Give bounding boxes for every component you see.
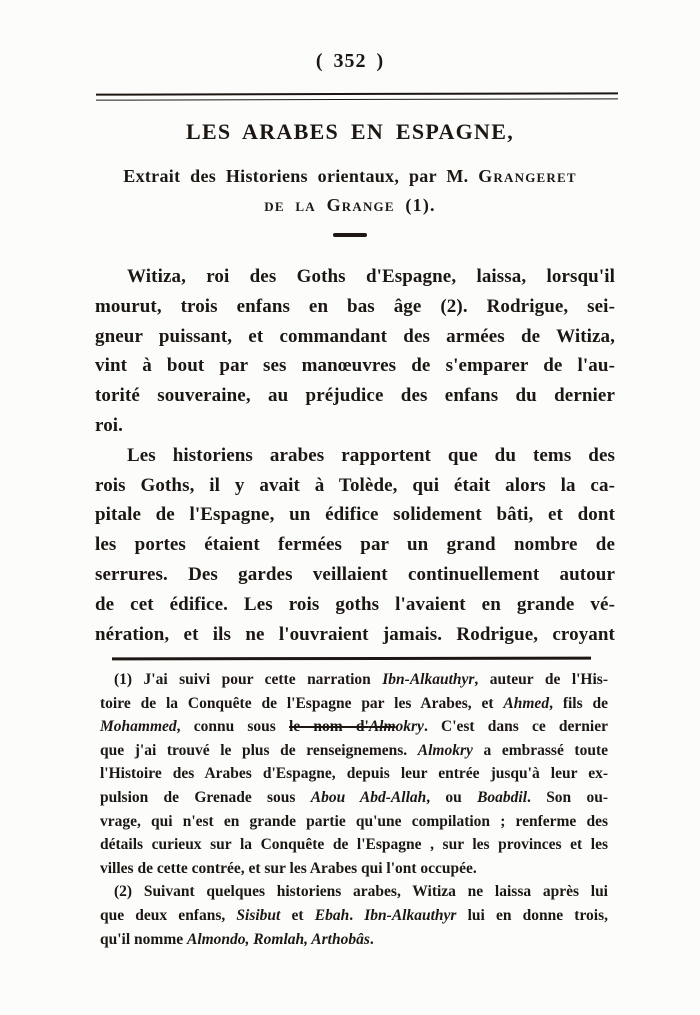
italic-term: Ebah xyxy=(314,906,350,924)
body-paragraphs xyxy=(95,262,615,649)
text-segment: qu'il nomme xyxy=(100,930,187,948)
article-byline-line-2 xyxy=(0,195,700,216)
italic-term: okry xyxy=(395,718,424,736)
text-line: Les historiens arabes rapportent que du tems des xyxy=(127,444,615,466)
text-line xyxy=(100,833,608,857)
italic-term: Abou Abd-Allah xyxy=(310,788,427,806)
text-segment: lui en donne trois, xyxy=(456,906,609,924)
italic-term: Almokry xyxy=(417,741,473,759)
text-segment: (1) J'ai suivi pour cette narration xyxy=(114,671,383,688)
text-line: pitale de l'Espagne, un édifice solidement bâti, et dont xyxy=(95,504,615,526)
text-line: vint à bout par ses manœuvres de s'emparer de l'au- xyxy=(95,355,615,377)
text-line xyxy=(100,810,608,834)
text-segment: . Son ou- xyxy=(527,788,608,806)
paragraph xyxy=(100,880,608,951)
article-byline-line-1 xyxy=(0,166,700,187)
text-segment: que deux enfans, xyxy=(100,906,237,924)
italic-term: Ibn-Alkauthyr xyxy=(364,906,457,924)
text-line xyxy=(100,692,608,716)
text-segment: , fils de xyxy=(549,694,609,712)
italic-term: Almondo, Romlah, Arthobâs xyxy=(186,930,370,948)
text-segment: détails curieux sur la Conquête de l'Espagne , sur les provinces et les xyxy=(100,836,608,854)
italic-term: Alm xyxy=(368,718,396,736)
italic-term: Ahmed xyxy=(503,694,550,712)
text-line xyxy=(100,786,608,810)
text-line xyxy=(100,904,608,928)
text-line: gneur puissant, et commandant des armées de Witiza, xyxy=(95,325,615,347)
text-line: roi. xyxy=(95,414,124,436)
paragraph xyxy=(95,441,615,650)
italic-term: Sisibut xyxy=(236,906,281,924)
text-line xyxy=(100,762,608,786)
page-number: ( 352 ) xyxy=(315,50,385,72)
text-line: mourut, trois enfans en bas âge (2). Rodrigue, sei- xyxy=(95,295,615,317)
text-segment: . C'est dans ce dernier xyxy=(423,718,608,736)
text-segment: a embrassé toute xyxy=(472,741,608,759)
text-line xyxy=(100,739,608,763)
text-segment: et xyxy=(280,906,315,924)
text-segment: toire de la Conquête de l'Espagne par les Arabes, et xyxy=(100,694,504,712)
italic-term: Boabdil xyxy=(477,788,528,806)
header-double-rule xyxy=(96,92,618,100)
section-divider-rule xyxy=(333,233,367,237)
text-line xyxy=(100,668,608,692)
text-segment: pulsion de Grenade sous xyxy=(100,788,311,806)
italic-term: Ibn-Alkauthyr xyxy=(382,671,475,688)
text-line: Witiza, roi des Goths d'Espagne, laissa, lorsqu'il xyxy=(127,266,615,287)
text-line xyxy=(100,880,608,904)
text-segment: l'Histoire des Arabes d'Espagne, depuis leur entrée jusqu'à leur ex- xyxy=(100,765,608,783)
text-line: rois Goths, il y avait à Tolède, qui était alors la ca- xyxy=(95,474,615,496)
text-line: les portes étaient fermées par un grand nombre de xyxy=(95,534,615,556)
text-segment: , ou xyxy=(426,788,478,806)
text-line: de cet édifice. Les rois goths l'avaient en grande vé- xyxy=(95,593,615,615)
italic-term: Mohammed xyxy=(100,718,177,736)
footnotes-block xyxy=(100,668,608,951)
text-segment: . xyxy=(349,906,365,924)
text-segment: de la Grange (1). xyxy=(264,195,436,215)
text-segment: (2) Suivant quelques historiens arabes, Witiza ne laissa après lui xyxy=(114,883,608,901)
text-line: serrures. Des gardes veillaient continuellement autour xyxy=(95,563,615,585)
paragraph xyxy=(95,262,615,441)
text-line xyxy=(100,928,608,952)
text-segment: Extrait des Historiens orientaux, par M. xyxy=(123,166,479,186)
text-segment: villes de cette contrée, et sur les Arabes qui l'ont occupée. xyxy=(100,859,477,877)
text-line xyxy=(100,715,608,739)
text-segment: que j'ai trouvé le plus de renseignemens. xyxy=(100,741,418,759)
text-segment: , auteur de l'His- xyxy=(474,671,608,688)
text-segment: . xyxy=(369,930,374,948)
text-segment: Grangeret xyxy=(478,166,577,186)
text-line: torité souveraine, au préjudice des enfans du dernier xyxy=(95,385,615,407)
text-line: nération, et ils ne l'ouvraient jamais. Rodrigue, croyant xyxy=(95,623,615,645)
article-title: LES ARABES EN ESPAGNE, xyxy=(185,119,515,144)
footnote-separator-rule xyxy=(112,657,591,661)
text-segment: , connu sous xyxy=(176,718,290,736)
struck-text: le nom d' xyxy=(289,718,369,736)
paragraph xyxy=(100,668,608,880)
text-line xyxy=(100,857,608,881)
text-segment: vrage, qui n'est en grande partie qu'une compilation ; renferme des xyxy=(100,812,608,830)
